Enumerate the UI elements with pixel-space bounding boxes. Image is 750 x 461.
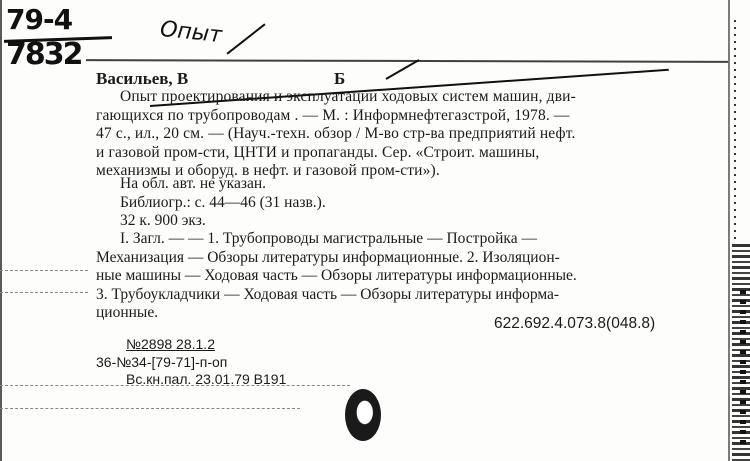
- record-line: 36-№34-[79-71]-п-оп: [96, 353, 228, 370]
- registration-records: [96, 336, 286, 389]
- pen-slash-mark: [386, 59, 420, 80]
- udc-classification: 622.692.4.073.8(048.8): [494, 315, 656, 332]
- record-line: №2898 28.1.2: [126, 336, 215, 352]
- card-second-initial: Б: [334, 69, 346, 88]
- handwritten-slash-mark: [226, 23, 265, 54]
- card-author: Васильев, В: [96, 69, 189, 88]
- subject-line: I. Загл. — — 1. Трубопроводы магистральные — Постройка —: [120, 230, 537, 247]
- card-right-edge: [728, 0, 730, 461]
- record-line: Вс.кн.пал. 23.01.79 В191: [126, 371, 287, 387]
- description-line: Опыт проектирования и эксплуатации ходовых систем машин, дви-: [120, 88, 576, 105]
- description-line: механизмы и оборуд. в нефт. и газовой пром-сти»).: [96, 162, 440, 180]
- note-line: 32 к. 900 экз.: [120, 212, 206, 230]
- card-left-edge: [0, 0, 2, 461]
- description-line: гающихся по трубопроводам . — М. : Информнефтегазстрой, 1978. —: [96, 106, 570, 124]
- handwritten-bottom-number: 7832: [6, 37, 82, 72]
- note-line: Библиогр.: с. 44—46 (31 назв.).: [120, 193, 326, 211]
- subject-line: 3. Трубоукладчики — Ходовая часть — Обзоры литературы информа-: [96, 285, 560, 303]
- handwritten-top-number: 79-4: [6, 3, 73, 36]
- description-line: 47 с., ил., 20 см. — (Науч.-техн. обзор / М-во стр-ва предприятий нефт.: [96, 125, 576, 143]
- bibliographic-description: [96, 88, 674, 181]
- faint-guide-line: [0, 385, 350, 386]
- faint-guide-line: [0, 270, 88, 271]
- card-top-rule: [86, 59, 728, 63]
- note-line: На обл. авт. не указан.: [120, 175, 267, 192]
- card-edge-ticks: [740, 290, 746, 450]
- handwritten-note: Опыт: [158, 16, 224, 49]
- description-line: и газовой пром-сти, ЦНТИ и пропаганды. Сер. «Строит. машины,: [96, 143, 540, 161]
- subject-line: Механизация — Обзоры литературы информационные. 2. Изоляцион-: [96, 248, 560, 266]
- faint-guide-line: [0, 408, 300, 409]
- subject-headings: [96, 230, 674, 323]
- card-edge-mark: [734, 20, 736, 240]
- faint-guide-line: [0, 292, 88, 293]
- subject-line: ные машины — Ходовая часть — Обзоры литературы информационные.: [96, 267, 577, 285]
- card-punch-hole: [345, 389, 381, 441]
- publication-notes: [120, 175, 326, 231]
- subject-line: ционные.: [96, 304, 159, 322]
